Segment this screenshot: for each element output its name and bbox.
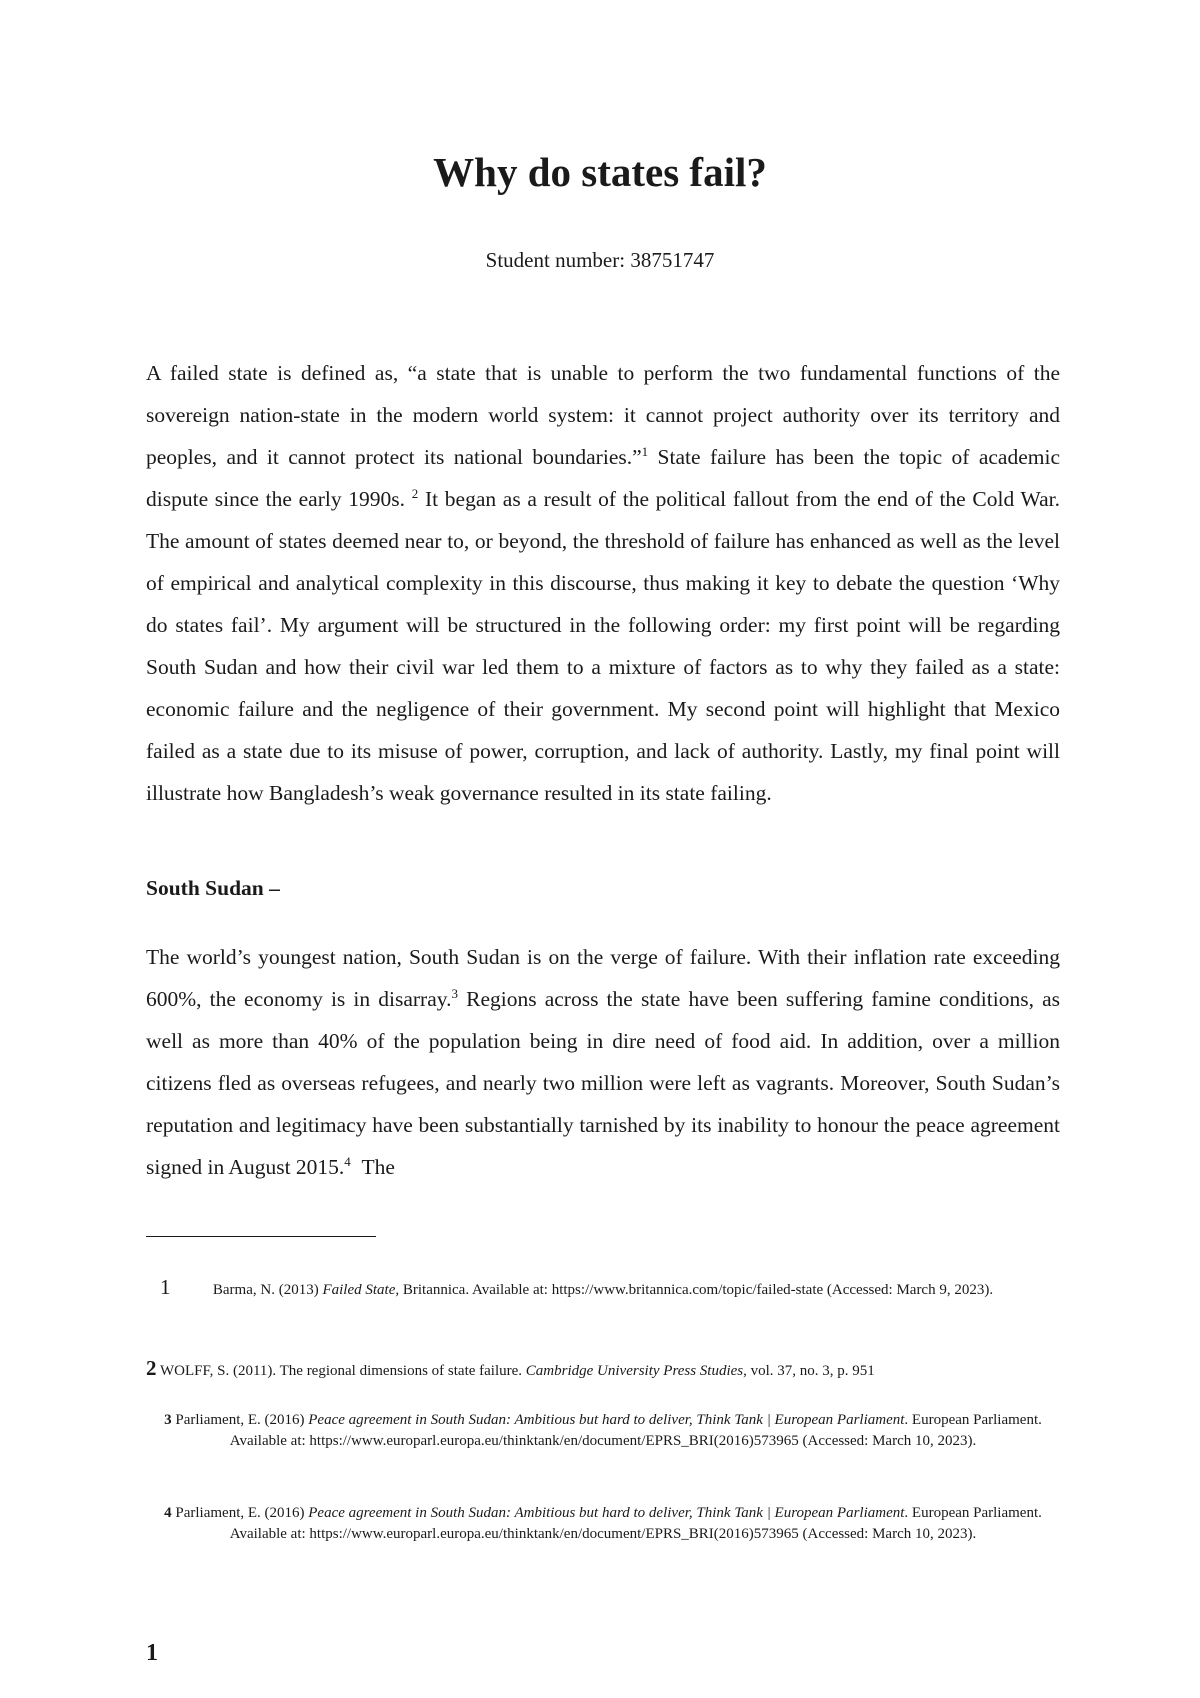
footnote-3-title: Peace agreement in South Sudan: Ambitious but hard to deliver, Think Tank | European Parliament bbox=[308, 1412, 905, 1428]
footnote-1-title: Failed State bbox=[322, 1282, 396, 1298]
document-title: Why do states fail? bbox=[433, 149, 767, 195]
intro-text-2: State failure has been the topic of academic dispute since the early 1990s. bbox=[146, 445, 1060, 511]
footnote-ref-1: 1 bbox=[641, 443, 649, 459]
south-sudan-paragraph bbox=[146, 936, 1060, 1188]
footnote-2 bbox=[146, 1358, 1060, 1382]
section-heading-south-sudan: South Sudan – bbox=[146, 876, 280, 900]
intro-text-3: It began as a result of the political fallout from the end of the Cold War. The amount of states deemed near to, or beyond, the threshold of failure has enhanced as well as the level of empirical and analytical complexity in this discourse, thus making it key to debate the question ‘Why do states fail’. My argument will be structured in the following order: my first point will be regarding South Sudan and how their civil war led them to a mixture of factors as to why they failed as a state: economic failure and the negligence of their government. My second point will highlight that Mexico failed as a state due to its misuse of power, corruption, and lack of authority. Lastly, my final point will illustrate how Bangladesh’s weak governance resulted in its state failing. bbox=[146, 487, 1060, 805]
footnote-4 bbox=[146, 1503, 1060, 1545]
sudan-text-2: Regions across the state have been suffering famine conditions, as well as more than 40% of the population being in dire need of food aid. In addition, over a million citizens fled as overseas refugees, and nearly two million were left as vagrants. Moreover, South Sudan’s reputation and legitimacy have been substantially tarnished by its inability to honour the peace agreement signed in August 2015. bbox=[146, 987, 1060, 1179]
footnote-3-number: 3 bbox=[164, 1412, 172, 1428]
footnote-1 bbox=[146, 1275, 1060, 1301]
footnote-1-number: 1 bbox=[160, 1275, 171, 1299]
footnote-2-number: 2 bbox=[146, 1356, 157, 1380]
footnote-ref-4: 4 bbox=[344, 1153, 351, 1169]
footnote-3-text-before: Parliament, E. (2016) bbox=[171, 1412, 309, 1428]
footnote-separator bbox=[146, 1236, 376, 1237]
footnote-3-text-after: . European Parliament. Available at: https://www.europarl.europa.eu/thinktank/en/document/EPRS_BRI(2016)573965 (Accessed: March 10, 2023). bbox=[229, 1412, 1042, 1449]
student-number: Student number: 38751747 bbox=[485, 248, 715, 272]
footnote-ref-3: 3 bbox=[451, 985, 458, 1001]
footnote-1-text-after: , Britannica. Available at: https://www.britannica.com/topic/failed-state (Accessed: March 9, 2023). bbox=[395, 1282, 994, 1298]
footnote-4-text-before: Parliament, E. (2016) bbox=[171, 1505, 309, 1521]
footnote-4-text-after: . European Parliament. Available at: https://www.europarl.europa.eu/thinktank/en/document/EPRS_BRI(2016)573965 (Accessed: March 10, 2023). bbox=[229, 1505, 1042, 1542]
footnote-2-text-after: , vol. 37, no. 3, p. 951 bbox=[743, 1363, 875, 1379]
sudan-text-3: The bbox=[350, 1155, 395, 1179]
footnote-ref-2: 2 bbox=[411, 485, 419, 501]
footnote-4-title: Peace agreement in South Sudan: Ambitious but hard to deliver, Think Tank | European Parliament bbox=[308, 1505, 905, 1521]
footnote-2-title: Cambridge University Press Studies bbox=[525, 1363, 744, 1379]
footnote-3 bbox=[146, 1410, 1060, 1452]
footnote-4-number: 4 bbox=[164, 1505, 172, 1521]
footnote-1-text-before: Barma, N. (2013) bbox=[212, 1282, 323, 1298]
sudan-text-1: The world’s youngest nation, South Sudan is on the verge of failure. With their inflation rate exceeding 600%, the economy is in disarray. bbox=[146, 945, 1060, 1011]
page-number: 1 bbox=[146, 1640, 158, 1666]
intro-text-1: A failed state is defined as, “a state that is unable to perform the two fundamental functions of the sovereign nation-state in the modern world system: it cannot project authority over its territory and peoples, and it cannot protect its national boundaries.” bbox=[146, 361, 1060, 469]
intro-paragraph bbox=[146, 352, 1060, 814]
footnote-2-text-before: WOLFF, S. (2011). The regional dimensions of state failure. bbox=[156, 1363, 526, 1379]
